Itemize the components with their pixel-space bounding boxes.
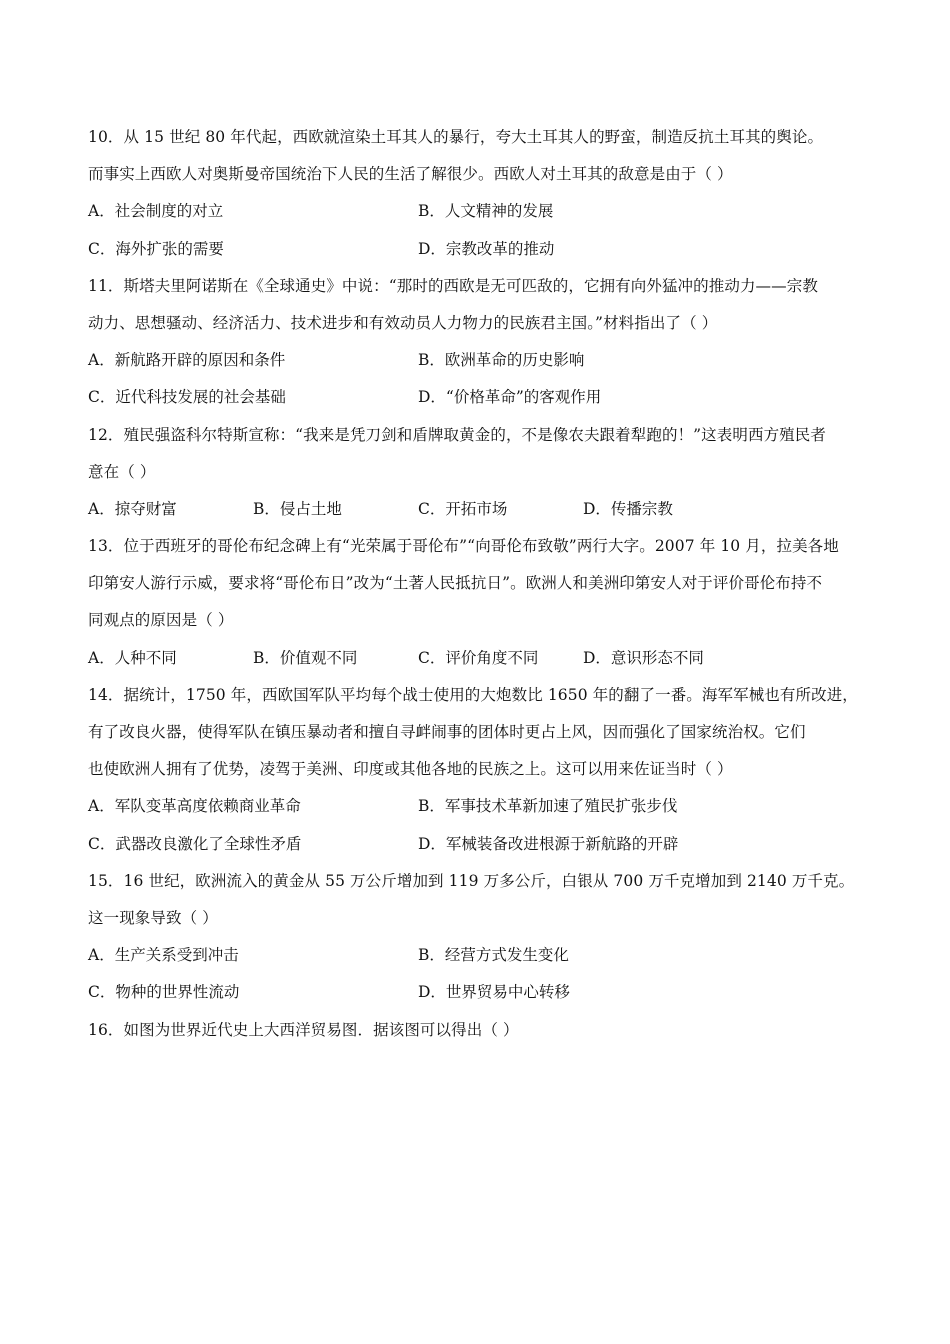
question-13-stem-line-2: 印第安人游行示威，要求将“哥伦布日”改为“土著人民抵抗日”。欧洲人和美洲印第安人对于评价哥伦布持不 — [88, 574, 823, 593]
question-11-options-row-1 — [88, 342, 866, 379]
question-14-options-row-2 — [88, 826, 866, 863]
question-15-option-c: C．物种的世界性流动 — [88, 983, 240, 1002]
question-14-option-a: A．军队变革高度依赖商业革命 — [88, 797, 301, 816]
question-12-stem-line-2: 意在（ ） — [88, 462, 156, 481]
question-11 — [88, 268, 866, 417]
question-13-stem-line-3: 同观点的原因是（ ） — [88, 611, 234, 630]
question-15 — [88, 863, 866, 1012]
question-14-options-row-1 — [88, 788, 866, 825]
question-14-stem-line-2: 有了改良火器，使得军队在镇压暴动者和擅自寻衅闹事的团体时更占上风，因而强化了国家统治权。它们 — [88, 723, 806, 741]
question-13-options-row — [88, 640, 866, 677]
question-15-option-a: A．生产关系受到冲击 — [88, 946, 239, 965]
question-13-option-a: A．人种不同 — [88, 648, 177, 667]
question-11-stem-line-2: 动力、思想骚动、经济活力、技术进步和有效动员人力物力的民族君主国。”材料指出了（ ） — [88, 313, 718, 332]
question-11-options-row-2 — [88, 379, 866, 416]
question-11-option-c: C．近代科技发展的社会基础 — [88, 388, 286, 407]
question-15-option-d: D．世界贸易中心转移 — [418, 983, 570, 1002]
question-12-option-a: A．掠夺财富 — [88, 499, 177, 518]
question-12 — [88, 417, 866, 529]
question-15-options-row-1 — [88, 937, 866, 974]
question-14 — [88, 677, 866, 863]
question-12-option-d: D．传播宗教 — [583, 499, 673, 518]
question-list — [88, 119, 866, 1049]
question-10-stem-line-2: 而事实上西欧人对奥斯曼帝国统治下人民的生活了解很少。西欧人对土耳其的敌意是由于（ ） — [88, 165, 733, 184]
question-14-option-b: B．军事技术革新加速了殖民扩张步伐 — [418, 797, 678, 816]
question-15-stem-line-2: 这一现象导致（ ） — [88, 908, 218, 927]
question-10-option-c: C．海外扩张的需要 — [88, 239, 224, 258]
question-14-stem-line-1: 14．据统计，1750 年，西欧国军队平均每个战士使用的大炮数比 1650 年的翻了一番。海军军械也有所改进， — [88, 685, 858, 704]
question-15-stem-line-1: 15．16 世纪，欧洲流入的黄金从 55 万公斤增加到 119 万多公斤，白银从 700 万千克增加到 2140 万千克。 — [88, 871, 855, 890]
question-15-options-row-2 — [88, 974, 866, 1011]
question-12-stem-line-1: 12．殖民强盗科尔特斯宣称：“我来是凭刀剑和盾牌取黄金的，不是像农夫跟着犁跑的！”这表明西方殖民者 — [88, 425, 826, 444]
question-11-option-d: D．“价格革命”的客观作用 — [418, 388, 602, 407]
question-11-stem-line-1: 11．斯塔夫里阿诺斯在《全球通史》中说：“那时的西欧是无可匹敌的，它拥有向外猛冲的推动力——宗教 — [88, 276, 818, 295]
question-16-stem-line-1: 16．如图为世界近代史上大西洋贸易图．据该图可以得出（ ） — [88, 1020, 519, 1039]
question-14-option-d: D．军械装备改进根源于新航路的开辟 — [418, 834, 679, 853]
question-11-option-a: A．新航路开辟的原因和条件 — [88, 351, 286, 370]
question-12-option-b: B．侵占土地 — [253, 499, 342, 518]
question-10-options-row-2 — [88, 231, 866, 268]
question-10-option-b: B．人文精神的发展 — [418, 202, 554, 221]
question-12-option-c: C．开拓市场 — [418, 499, 508, 518]
question-16 — [88, 1012, 866, 1049]
question-14-stem-line-3: 也使欧洲人拥有了优势，凌驾于美洲、印度或其他各地的民族之上。这可以用来佐证当时（ ） — [88, 760, 733, 779]
question-10 — [88, 119, 866, 268]
question-15-option-b: B．经营方式发生变化 — [418, 946, 569, 965]
question-13-stem-line-1: 13．位于西班牙的哥伦布纪念碑上有“光荣属于哥伦布”“向哥伦布致敬”两行大字。2007 年 10 月，拉美各地 — [88, 537, 839, 556]
question-10-option-d: D．宗教改革的推动 — [418, 239, 555, 258]
question-13 — [88, 528, 866, 677]
question-11-option-b: B．欧洲革命的历史影响 — [418, 351, 585, 370]
question-14-option-c: C．武器改良激化了全球性矛盾 — [88, 834, 302, 853]
question-12-options-row — [88, 491, 866, 528]
question-10-option-a: A．社会制度的对立 — [88, 202, 224, 221]
question-10-options-row-1 — [88, 193, 866, 230]
question-13-option-c: C．评价角度不同 — [418, 648, 539, 667]
question-13-option-b: B．价值观不同 — [253, 648, 358, 667]
question-13-option-d: D．意识形态不同 — [583, 648, 704, 667]
question-10-stem-line-1: 10．从 15 世纪 80 年代起，西欧就渲染土耳其人的暴行，夸大土耳其人的野蛮，制造反抗土耳其的舆论。 — [88, 128, 824, 146]
